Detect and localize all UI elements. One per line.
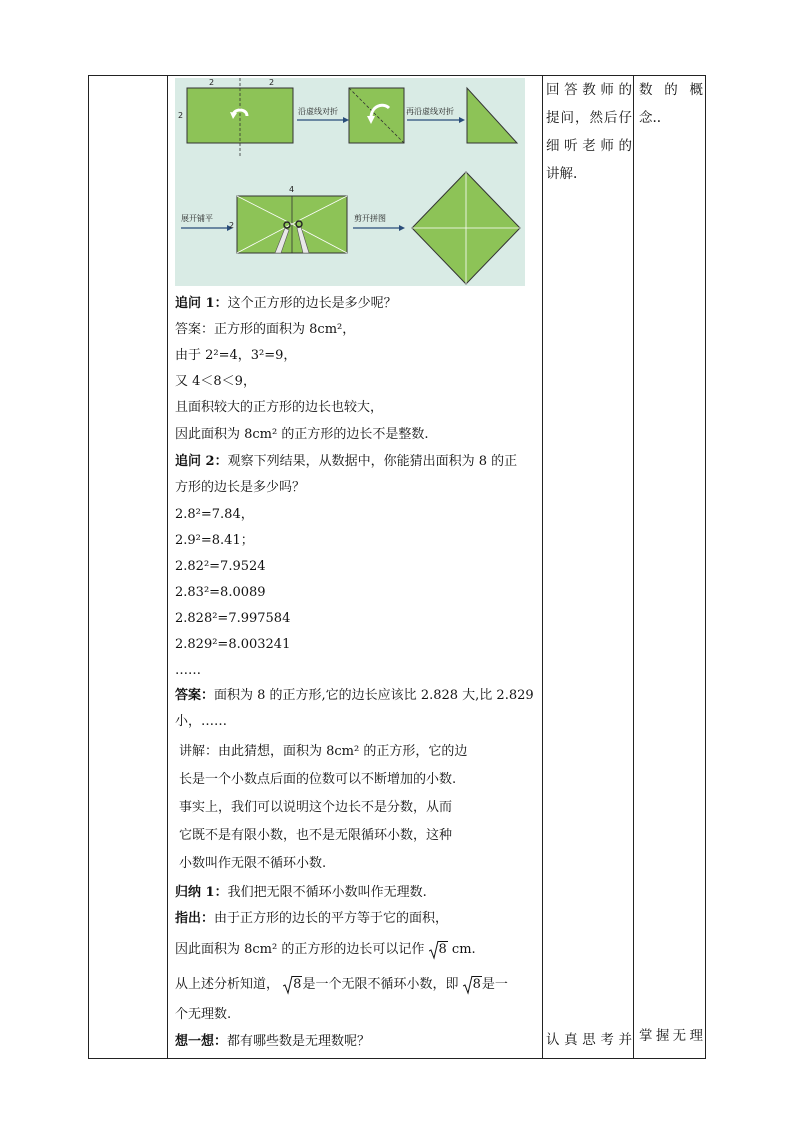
arrow-caption: 剪开拼图 <box>354 214 386 223</box>
folding-steps-figure <box>175 78 525 286</box>
explanation-line: 它既不是有限小数，也不是无限循环小数，这种 <box>179 828 453 843</box>
data-line: 2.82²=7.9524 <box>175 559 266 574</box>
student-activity-line: 回答教师的 <box>546 82 632 98</box>
answer-1-line: 且面积较大的正方形的边长也较大， <box>175 400 384 415</box>
arrow-caption: 再沿虚线对折 <box>406 107 454 116</box>
design-intent-line: 掌握无理 <box>639 1028 703 1044</box>
design-intent-line: 念.. <box>639 110 662 126</box>
column-divider <box>167 76 168 1058</box>
column-divider <box>633 76 634 1058</box>
data-line: 2.829²=8.003241 <box>175 637 291 652</box>
paper-folding-diagram <box>175 78 525 286</box>
data-line: 2.828²=7.997584 <box>175 611 291 626</box>
answer-2-line: 答案：面积为 8 的正方形,它的边长应该比 2.828 大,比 2.829 <box>175 688 534 703</box>
data-line: 2.9²=8.41； <box>175 533 254 548</box>
dimension-label: 2 <box>178 111 184 120</box>
lesson-table <box>88 75 706 1059</box>
dimension-label: 2 <box>269 78 275 87</box>
student-activity-line: 讲解. <box>546 166 578 182</box>
explanation-line: 讲解：由此猜想，面积为 8cm² 的正方形，它的边 <box>179 744 468 759</box>
student-activity-line: 细听老师的 <box>546 138 632 154</box>
answer-1-line: 因此面积为 8cm² 的正方形的边长不是整数. <box>175 427 429 442</box>
student-activity-line: 认真思考并 <box>546 1032 632 1048</box>
follow-up-question-1: 追问 1：这个正方形的边长是多少呢？ <box>175 296 397 311</box>
data-line: …… <box>175 663 201 678</box>
data-line: 2.83²=8.0089 <box>175 585 266 600</box>
sqrt-expression: 8 <box>463 977 482 993</box>
conclusion-line: 个无理数. <box>175 1007 232 1022</box>
summary-1: 归纳 1：我们把无限不循环小数叫作无理数. <box>175 885 427 900</box>
explanation-line: 长是一个小数点后面的位数可以不断增加的小数. <box>179 772 457 787</box>
design-intent-column <box>639 76 703 1058</box>
arrow-caption: 沿虚线对折 <box>298 107 338 116</box>
follow-up-question-2: 追问 2：观察下列结果，从数据中，你能猜出面积为 8 的正 <box>175 454 518 469</box>
answer-1-line: 又 4＜8＜9， <box>175 374 256 389</box>
point-out-line: 因此面积为 8cm² 的正方形的边长可以记作 8 cm. <box>175 942 476 957</box>
sqrt-expression: 8 <box>429 942 448 958</box>
explanation-line: 小数叫作无限不循环小数. <box>179 856 327 871</box>
sqrt-expression: 8 <box>283 977 302 993</box>
student-activity-column <box>546 76 632 1058</box>
answer-2-line: 小，…… <box>175 714 228 729</box>
follow-up-question-2-cont: 方形的边长是多少吗？ <box>175 480 306 495</box>
dimension-label: 2 <box>229 221 235 230</box>
data-line: 2.8²=7.84， <box>175 507 254 522</box>
student-activity-line: 提问，然后仔 <box>546 110 632 126</box>
dimension-label: 4 <box>289 185 295 194</box>
conclusion-line: 从上述分析知道， 8是一个无限不循环小数，即 8是一 <box>175 977 508 992</box>
arrow-caption: 展开铺平 <box>181 214 213 223</box>
dimension-label: 2 <box>209 78 215 87</box>
point-out-line: 指出：由于正方形的边长的平方等于它的面积， <box>175 911 449 926</box>
answer-1-line: 由于 2²=4，3²=9， <box>175 348 297 363</box>
design-intent-line: 数 的 概 <box>639 82 703 98</box>
think-about-it: 想一想：都有哪些数是无理数呢？ <box>175 1034 371 1049</box>
explanation-line: 事实上，我们可以说明这个边长不是分数，从而 <box>179 800 453 815</box>
answer-1-line: 答案：正方形的面积为 8cm²， <box>175 322 356 337</box>
